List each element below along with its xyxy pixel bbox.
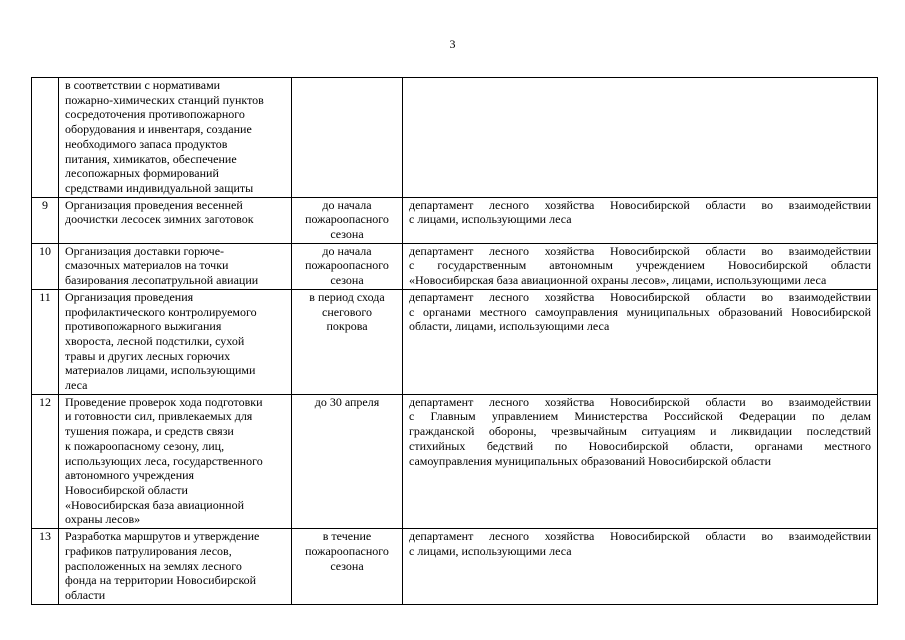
deadline-cell [292,197,403,243]
activity-line: оборудования и инвентаря, создание [65,122,252,137]
table-row [32,394,878,528]
activity-line: Разработка маршрутов и утверждение [65,529,260,544]
activity-line: необходимого запаса продуктов [65,136,228,151]
deadline-line: в течение [322,529,372,544]
activity-line: сосредоточения противопожарного [65,107,245,122]
deadline-line: в период схода [309,289,385,304]
measures-table [31,77,878,605]
activity-line: к пожароопасному сезону, лиц, [65,438,225,453]
deadline-line: пожароопасного [305,212,389,227]
activity-line: Новосибирской области [65,482,188,497]
deadline-line: до начала [322,197,372,212]
activity-cell [59,78,292,198]
activity-line: расположенных на землях лесного [65,558,242,573]
activity-cell [59,289,292,394]
responsible-line: департамент лесного хозяйства Новосибирской области во взаимодействии [409,529,871,544]
responsible-line: с лицами, использующими леса [409,543,572,558]
activity-line: автономного учреждения [65,468,195,483]
deadline-cell [292,529,403,605]
deadline-line: пожароопасного [305,258,389,273]
activity-line: противопожарного выжигания [65,319,222,334]
activity-line: средствами индивидуальной защиты [65,180,254,195]
deadline-line: пожароопасного [305,543,389,558]
responsible-cell [403,529,878,605]
activity-cell [59,394,292,528]
responsible-line: с лицами, использующими леса [409,212,572,227]
activity-line: в соответствии с нормативами [65,78,221,92]
deadline-line: покрова [326,319,368,334]
table-row [32,289,878,394]
responsible-line: с государственным автономным учреждением Новосибирской области [409,258,871,273]
responsible-line: департамент лесного хозяйства Новосибирской области во взаимодействии [409,197,871,212]
responsible-line: «Новосибирская база авиационной охраны лесов», лицами, использующими леса [409,273,827,288]
responsible-line: самоуправления муниципальных образований Новосибирской области [409,453,772,468]
activity-line: леса [65,378,88,393]
deadline-cell [292,289,403,394]
responsible-cell [403,243,878,289]
row-number: 13 [39,529,51,544]
responsible-line: гражданской обороны, чрезвычайным ситуациям и ликвидации последствий [409,424,871,439]
deadline-line: сезона [330,273,364,288]
row-number: 11 [39,289,51,304]
deadline-line: до 30 апреля [314,394,380,409]
row-number: 12 [39,394,51,409]
activity-line: графиков патрулирования лесов, [65,543,232,558]
table-row [32,78,878,198]
activity-line: фонда на территории Новосибирской [65,573,257,588]
row-number: 9 [42,197,48,212]
activity-line: «Новосибирская база авиационной [65,497,244,512]
activity-line: области [65,587,106,602]
responsible-line: области, лицами, использующими леса [409,319,610,334]
deadline-cell [292,78,403,198]
deadline-cell [292,243,403,289]
activity-cell [59,197,292,243]
activity-line: доочистки лесосек зимних заготовок [65,212,254,227]
activity-line: материалов лицами, использующими [65,363,256,378]
deadline-line: до начала [322,243,372,258]
responsible-cell [403,78,878,198]
table-row [32,197,878,243]
activity-cell [59,243,292,289]
responsible-line: стихийных бедствий по Новосибирской области, органами местного [409,438,871,453]
table-row [32,529,878,605]
activity-line: тушения пожара, и средств связи [65,424,234,439]
responsible-line: с Главным управлением Министерства Российской Федерации по делам [409,409,871,424]
row-number-cell [32,289,59,394]
deadline-line: сезона [330,227,364,242]
row-number-cell [32,197,59,243]
activity-line: базирования лесопатрульной авиации [65,273,259,288]
responsible-cell [403,289,878,394]
activity-line: охраны лесов» [65,512,141,527]
activity-line: хвороста, лесной подстилки, сухой [65,333,245,348]
responsible-line: департамент лесного хозяйства Новосибирской области во взаимодействии [409,243,871,258]
row-number-cell [32,529,59,605]
deadline-line: снегового [322,304,372,319]
activity-line: Проведение проверок хода подготовки [65,394,263,409]
activity-line: и готовности сил, привлекаемых для [65,409,253,424]
table-row [32,243,878,289]
activity-line: использующих леса, государственного [65,453,263,468]
responsible-cell [403,197,878,243]
activity-line: питания, химикатов, обеспечение [65,151,237,166]
activity-line: лесопожарных формирований [65,166,219,181]
activity-line: травы и других лесных горючих [65,348,231,363]
page-number: 3 [449,37,456,51]
responsible-cell [403,394,878,528]
responsible-line: департамент лесного хозяйства Новосибирской области во взаимодействии [409,394,871,409]
activity-line: Организация доставки горюче- [65,243,225,258]
deadline-line: сезона [330,558,364,573]
row-number-cell [32,394,59,528]
responsible-line: департамент лесного хозяйства Новосибирской области во взаимодействии [409,289,871,304]
activity-line: смазочных материалов на точки [65,258,229,273]
table-body [32,78,878,605]
responsible-line: с органами местного самоуправления муниципальных образований Новосибирской [409,304,871,319]
activity-line: пожарно-химических станций пунктов [65,92,264,107]
deadline-cell [292,394,403,528]
row-number-cell [32,78,59,198]
activity-cell [59,529,292,605]
activity-line: Организация проведения весенней [65,197,243,212]
activity-line: Организация проведения [65,289,194,304]
row-number: 10 [39,243,51,258]
activity-line: профилактического контролируемого [65,304,257,319]
row-number-cell [32,243,59,289]
